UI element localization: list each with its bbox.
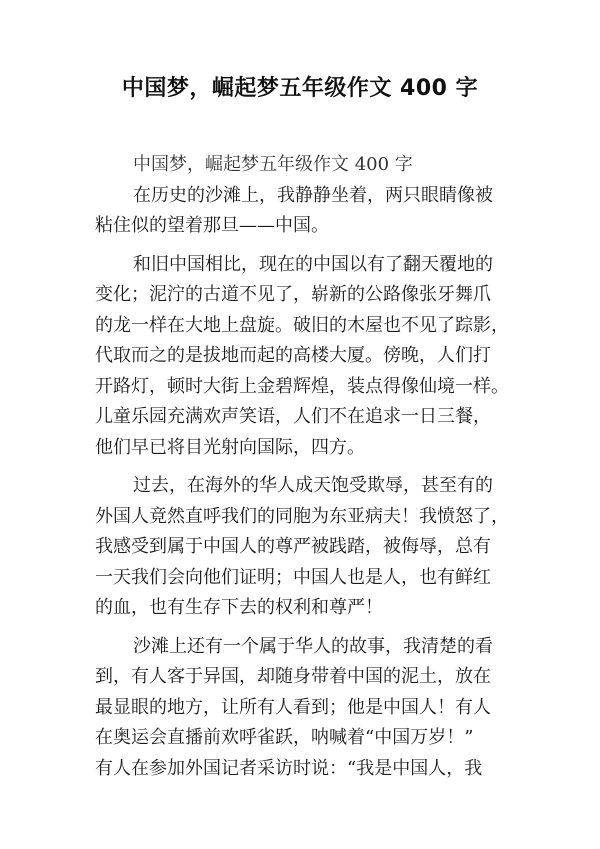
paragraph-2-line-7: 他们早已将目光射向国际，四方。 [95, 436, 365, 458]
paragraph-gap [95, 624, 507, 632]
paragraph-4-line-4: 在奥运会直播前欢呼雀跃，呐喊着“中国万岁！” [95, 727, 474, 748]
paragraph-4-line-2: 到，有人客于异国，却随身带着中国的泥土，放在 [95, 666, 491, 687]
paragraph-gap [95, 463, 507, 471]
paragraph-3-line-5: 的血，也有生存下去的权利和尊严！ [95, 597, 383, 618]
paragraph-4-line-3: 最显眼的地方，让所有人看到；他是中国人！有人 [95, 696, 491, 718]
paragraph-gap [95, 242, 507, 250]
document-body [95, 150, 507, 784]
paragraph-3-line-1: 过去，在海外的华人成天饱受欺辱，甚至有的 [133, 475, 493, 496]
paragraph-2-line-4: 代取而之的是拔地而起的高楼大厦。傍晚，人们打 [95, 345, 491, 366]
paragraph-2-line-1: 和旧中国相比，现在的中国以有了翻天覆地的 [133, 253, 493, 275]
paragraph-3-line-4: 一天我们会向他们证明；中国人也是人，也有鲜红 [95, 566, 491, 588]
paragraph-4-line-5: 有人在参加外国记者采访时说：“我是中国人，我 [95, 757, 483, 779]
paragraph-2-line-6: 儿童乐园充满欢声笑语，人们不在追求一日三餐， [95, 406, 491, 427]
paragraph-3-line-2: 外国人竟然直呼我们的同胞为东亚病夫！我愤怒了， [95, 505, 509, 527]
paragraph-2-line-3: 的龙一样在大地上盘旋。破旧的木屋也不见了踪影， [95, 314, 509, 336]
subtitle-line: 中国梦，崛起梦五年级作文 400 字 [133, 154, 413, 175]
paragraph-3-line-3: 我感受到属于中国人的尊严被践踏，被侮辱，总有 [95, 536, 491, 557]
paragraph-2-line-5: 开路灯，顿时大街上金碧辉煌，装点得像仙境一样。 [95, 375, 509, 397]
paragraph-1-line-1: 在历史的沙滩上，我静静坐着，两只眼睛像被 [133, 184, 493, 206]
paragraph-1-line-2: 粘住似的望着那旦——中国。 [95, 215, 329, 236]
paragraph-4-line-1: 沙滩上还有一个属于华人的故事，我清楚的看 [133, 635, 493, 657]
paragraph-2-line-2: 变化；泥泞的古道不见了，崭新的公路像张牙舞爪 [95, 284, 491, 305]
page-title: 中国梦，崛起梦五年级作文 400 字 [121, 76, 479, 101]
